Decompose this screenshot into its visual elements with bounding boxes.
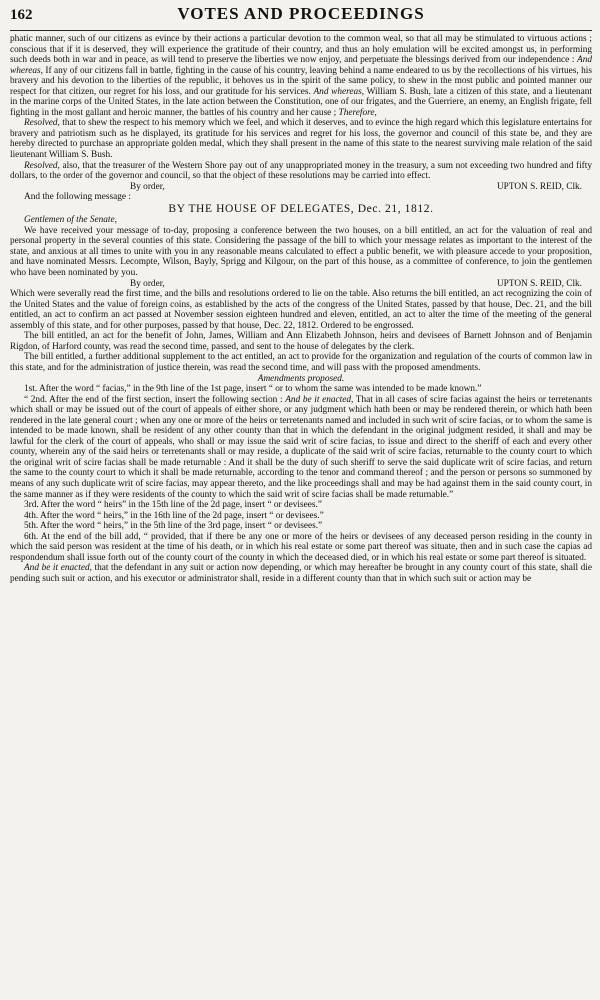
amendment-6: 6th. At the end of the bill add, “ provided, that if there be any one or more of the heirs or devisees of any deceased person residing in the county in which the said person was resident at the time of his death, or in which his real estate or some part thereof was situate, then and in such case the capias ad respondendum shall issue forth out of the county court of the county in which the deceased died, or in which his real estate or some part thereof is situated. [10,531,592,563]
signature-line: By order, UPTON S. REID, Clk. [130,181,582,192]
page-number: 162 [10,7,33,23]
amendment-2: “ 2nd. After the end of the first section, insert the following section : And be it enacted, That in all cases of scire facias against the heirs or terretenants which shall or may be issued out of the court of appeals of either shore, or any judgment which hath been or may be rendered therein, or which hath been rendered in the late general court ; when any one or more of the heirs or terretenants named and included in such writ of scire facias, or to whom the same is intended to be made known, shall be resident of any other county than that in which the defendant in the original judgment resided, it shall and may be lawful for the clerk of the court of appeals, who shall or may issue the said writ of scire facias, to issue and direct to the sheriff of each and every other county, wherein any of the said heirs or terretenants shall or may reside, a duplicate of the said writ of scire facias, returnable to the county court to which the original writ of scire facias shall be made returnable : And it shall be the duty of such sheriff to serve the said duplicate writ of scire facias, and return the same to the county court to which it shall be made returnable, according to the tenor and command thereof ; and the person or persons so summoned by means of any such duplicate writ of scire facias, may appear thereto, and the like proceedings shall and may be had against them in the said county court, in the same manner as if they were residents of the county to which the said writ of scire facias shall be made returnable.” [10,394,592,500]
paragraph-message: We have received your message of to-day, proposing a conference between the two houses, on a bill entitled, an act for the valuation of real and personal property in the several counties of this state. Considering the passage of the bill to which your message relates as important to the interest of the state, and anxious at all times to unite with you in any reasonable means calculated to effect a public benefit, we with pleasure accede to your proposition, and have nominated Messrs. Lecompte, Wilson, Bayly, Sprigg and Kilgour, on the part of this house, as a committee of conference, to join the gentlemen who have been nominated by you. [10,225,592,279]
paragraph-resolved-treasurer: Resolved, also, that the treasurer of the Western Shore pay out of any unappropriated money in the treasury, a sum not exceeding two hundred and fifty dollars, to the order of the governor and council, so that the object of these resolutions may be carried into effect. [10,160,592,182]
paragraph-resolved-medal: Resolved, that to shew the respect to his memory which we feel, and which it deserves, and to evince the high regard which this legislature entertains for bravery and patriotism such as he displayed, its gratitude for his services and regret for his loss, the governor and council of this state be, and they are hereby directed to purchase an appropriate golden medal, which they shall present in the name of this state to the nearest surviving male relation of the said lieutenant William S. Bush. [10,118,592,161]
amendment-5: 5th. After the word “ heirs,” in the 5th line of the 3rd page, insert “ or devisees.” [24,521,323,532]
amendment-1: 1st. After the word “ facias,” in the 9th line of the 1st page, insert “ or to whom the same was intended to be made known.” [24,384,482,395]
amendments-heading: Amendments proposed. [257,373,345,384]
paragraph-enacted: And be it enacted, that the defendant in any suit or action now depending, or which may hereafter be brought in any county court of this state, shall die pending such suit or action, and his executor or administrator shall, reside in a different county than that in which such suit or action may be [10,563,593,584]
following-message-line: And the following message : [24,192,131,203]
running-head: VOTES AND PROCEEDINGS [177,4,425,23]
salutation: Gentlemen of the Senate, [24,215,117,226]
amendment-4: 4th. After the word “ heirs,” in the 16th line of the 2d page, insert “ or devisees.” [24,510,324,521]
paragraph-bills-read: Which were severally read the first time, and the bills and resolutions ordered to lie on the table. Also returns the bill entitled, an act recognizing the coin of the United States and the value of foreign coins, as established by the acts of the congress of the United States, passed by that house, Dec. 21, and the bill entitled, an act to confirm an act passed at November session eighteen hundred and eleven, entitled, an act to alter the time of the meeting of the general assembly of this state, and for other purposes, passed by that house, Dec. 22, 1812. Ordered to be engrossed. [10,289,592,331]
signature-line: By order, UPTON S. REID, Clk. [130,278,582,289]
paragraph-preamble: phatic manner, such of our citizens as evince by their actions a particular devotion to the common weal, so that all may be stimulated to virtuous actions ; conscious that if it is deserved, they will experience the gratitude of their country, and thus an holy emulation will be excited amongst us, in performing such deeds both in war and in peace, as will tend to preserve the liberties we now enjoy, and perpetuate the blessings derived from our independence : And whereas, If any of our citizens fall in battle, fighting in the cause of his country, leaving behind a name endeared to us by the recollections of his virtues, his bravery and his devotion to the liberties of the republic, it behoves us in the spirit of the same policy, to shew in the most public and pointed manner our respect for that citizen, our regret for his loss, and our gratitude for his services. And whereas, William S. Bush, late a citizen of this state, and a lieutenant in the marine corps of the United States, in the late action between the Constitution, one of our frigates, and the Guerriere, an enemy, an English frigate, fell fighting in the most gallant and heroic manner, the battles of his country and her cause ; Therefore, [10,34,592,118]
page-header [10,4,592,31]
paragraph-johnson-bill: The bill entitled, an act for the benefit of John, James, William and Ann Elizabeth Johnson, heirs and devisees of Barnett Johnson and of Benjamin Rigdon, of Harford county, was read the second time, passed, and sent to the house of delegates by the clerk. [10,331,592,352]
document-body [10,34,592,584]
amendment-3: 3rd. After the word “ heirs” in the 15th line of the 2d page, insert “ or devisees.” [24,500,322,511]
house-heading: BY THE HOUSE OF DELEGATES, Dec. 21, 1812. [168,202,434,215]
paragraph-courts-bill: The bill entitled, a further additional supplement to the act entitled, an act to provide for the organization and regulation of the courts of common law in this state, and for the administration of justice therein, was read the second time, and will pass with the proposed amendments. [10,352,592,373]
